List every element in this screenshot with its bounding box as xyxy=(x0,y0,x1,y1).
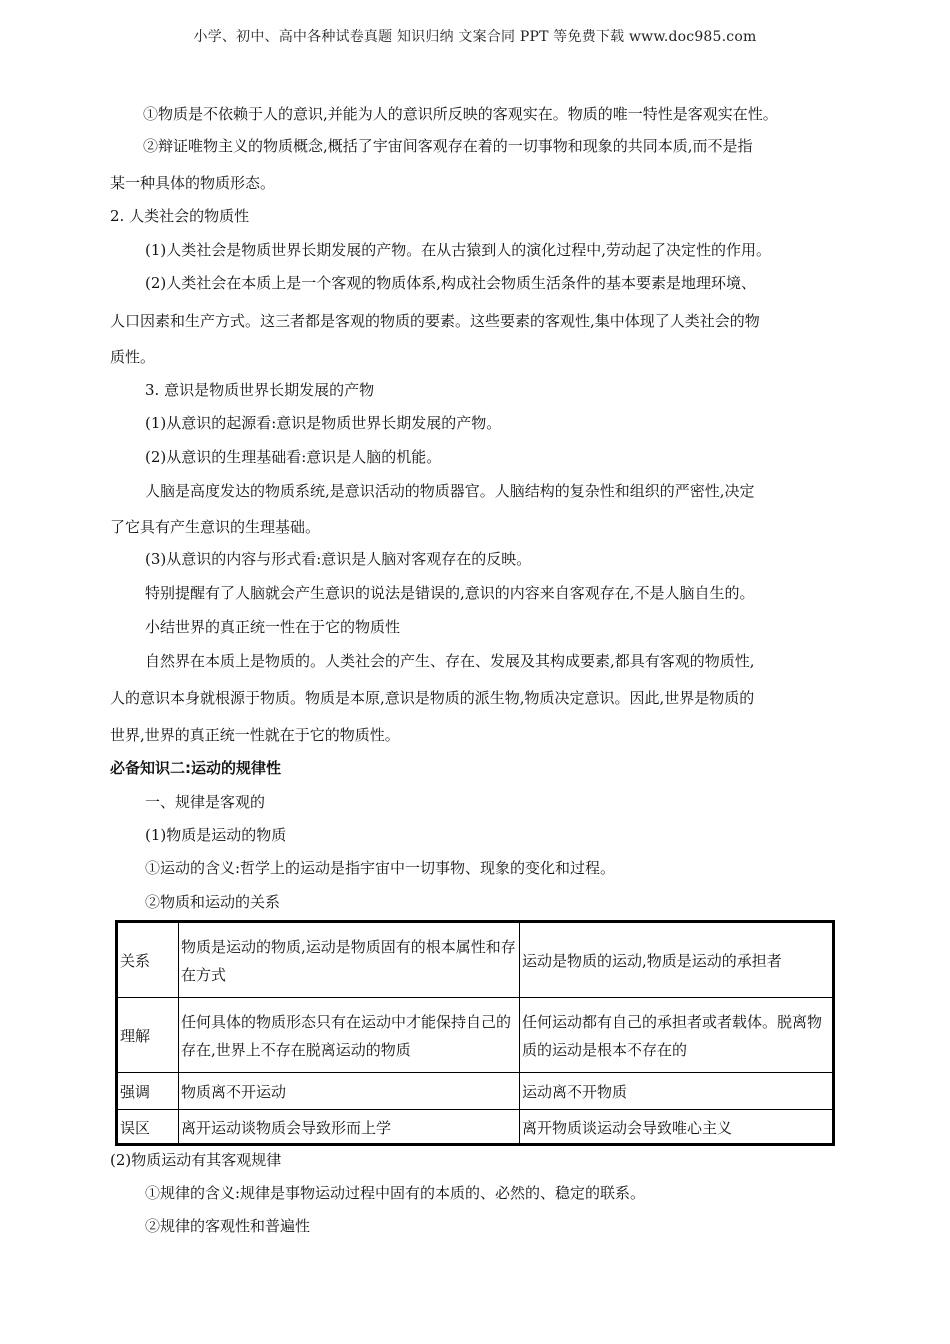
section-heading: 2. 人类社会的物质性 xyxy=(110,207,250,225)
table-cell: 离开物质谈运动会导致唯心主义 xyxy=(522,1118,733,1137)
paragraph-line: (1)人类社会是物质世界长期发展的产物。在从古猿到人的演化过程中,劳动起了决定性的作用。 xyxy=(145,241,772,259)
paragraph-line: (2)从意识的生理基础看:意识是人脑的机能。 xyxy=(145,448,442,466)
paragraph-line: 了它具有产生意识的生理基础。 xyxy=(110,518,321,536)
paragraph-line: 人口因素和生产方式。这三者都是客观的物质的要素。这些要素的客观性,集中体现了人类社会的物 xyxy=(110,312,760,330)
paragraph-line: (2)物质运动有其客观规律 xyxy=(110,1151,282,1169)
table-cell: 物质离不开运动 xyxy=(179,1073,520,1109)
table-row-label: 误区 xyxy=(118,1110,179,1143)
paragraph-line: ②辩证唯物主义的物质概念,概括了宇宙间客观存在着的一切事物和现象的共同本质,而不是指 xyxy=(143,137,753,155)
table-cell: 任何运动都有自己的承担者或者载体。脱离物质的运动是根本不存在的 xyxy=(522,1013,823,1059)
table-row xyxy=(118,1073,832,1110)
paragraph-line: ②物质和运动的关系 xyxy=(145,893,281,911)
paragraph-line: (2)人类社会在本质上是一个客观的物质体系,构成社会物质生活条件的基本要素是地理环境、 xyxy=(145,274,757,292)
table-row-label: 理解 xyxy=(118,998,179,1072)
page-header: 小学、初中、高中各种试卷真题 知识归纳 文案合同 PPT 等免费下载 www.doc985.com xyxy=(193,29,757,45)
table-cell: 运动是物质的运动,物质是运动的承担者 xyxy=(522,952,782,970)
table-cell: 物质是运动的物质,运动是物质固有的根本属性和存在方式 xyxy=(179,923,520,997)
table-row xyxy=(118,923,832,998)
paragraph-line: ①物质是不依赖于人的意识,并能为人的意识所反映的客观实在。物质的唯一特性是客观实在性。 xyxy=(143,105,778,123)
table-row-label: 强调 xyxy=(118,1073,179,1109)
paragraph-line: 小结世界的真正统一性在于它的物质性 xyxy=(145,618,401,636)
table-row-label: 关系 xyxy=(118,923,179,997)
section-title: 必备知识二:运动的规律性 xyxy=(110,759,281,777)
paragraph-line: 质性。 xyxy=(110,348,156,366)
paragraph-line: 世界,世界的真正统一性就在于它的物质性。 xyxy=(110,726,400,744)
matter-motion-table xyxy=(115,920,835,1146)
paragraph-line: (3)从意识的内容与形式看:意识是人脑对客观存在的反映。 xyxy=(145,550,532,568)
paragraph-line: 自然界在本质上是物质的。人类社会的产生、存在、发展及其构成要素,都具有客观的物质性, xyxy=(145,652,755,670)
table-cell: 任何具体的物质形态只有在运动中才能保持自己的存在,世界上不存在脱离运动的物质 xyxy=(179,998,520,1072)
paragraph-line: 某一种具体的物质形态。 xyxy=(110,174,276,192)
paragraph-line: (1)物质是运动的物质 xyxy=(145,826,287,844)
paragraph-line: (1)从意识的起源看:意识是物质世界长期发展的产物。 xyxy=(145,414,502,432)
paragraph-line: 人的意识本身就根源于物质。物质是本原,意识是物质的派生物,物质决定意识。因此,世界是物质的 xyxy=(110,689,755,707)
table-cell: 离开运动谈物质会导致形而上学 xyxy=(179,1110,520,1143)
paragraph-line: ①运动的含义:哲学上的运动是指宇宙中一切事物、现象的变化和过程。 xyxy=(145,859,616,877)
paragraph-line: 人脑是高度发达的物质系统,是意识活动的物质器官。人脑结构的复杂性和组织的严密性,决定 xyxy=(145,482,755,500)
paragraph-line: ①规律的含义:规律是事物运动过程中固有的本质的、必然的、稳定的联系。 xyxy=(145,1184,646,1202)
paragraph-line: ②规律的客观性和普遍性 xyxy=(145,1217,311,1235)
table-cell: 运动离不开物质 xyxy=(522,1083,628,1101)
table-row xyxy=(118,1110,832,1143)
paragraph-line: 特别提醒有了人脑就会产生意识的说法是错误的,意识的内容来自客观存在,不是人脑自生的。 xyxy=(145,584,755,602)
section-heading: 一、规律是客观的 xyxy=(145,793,266,811)
section-heading: 3. 意识是物质世界长期发展的产物 xyxy=(145,381,375,399)
table-row xyxy=(118,998,832,1073)
